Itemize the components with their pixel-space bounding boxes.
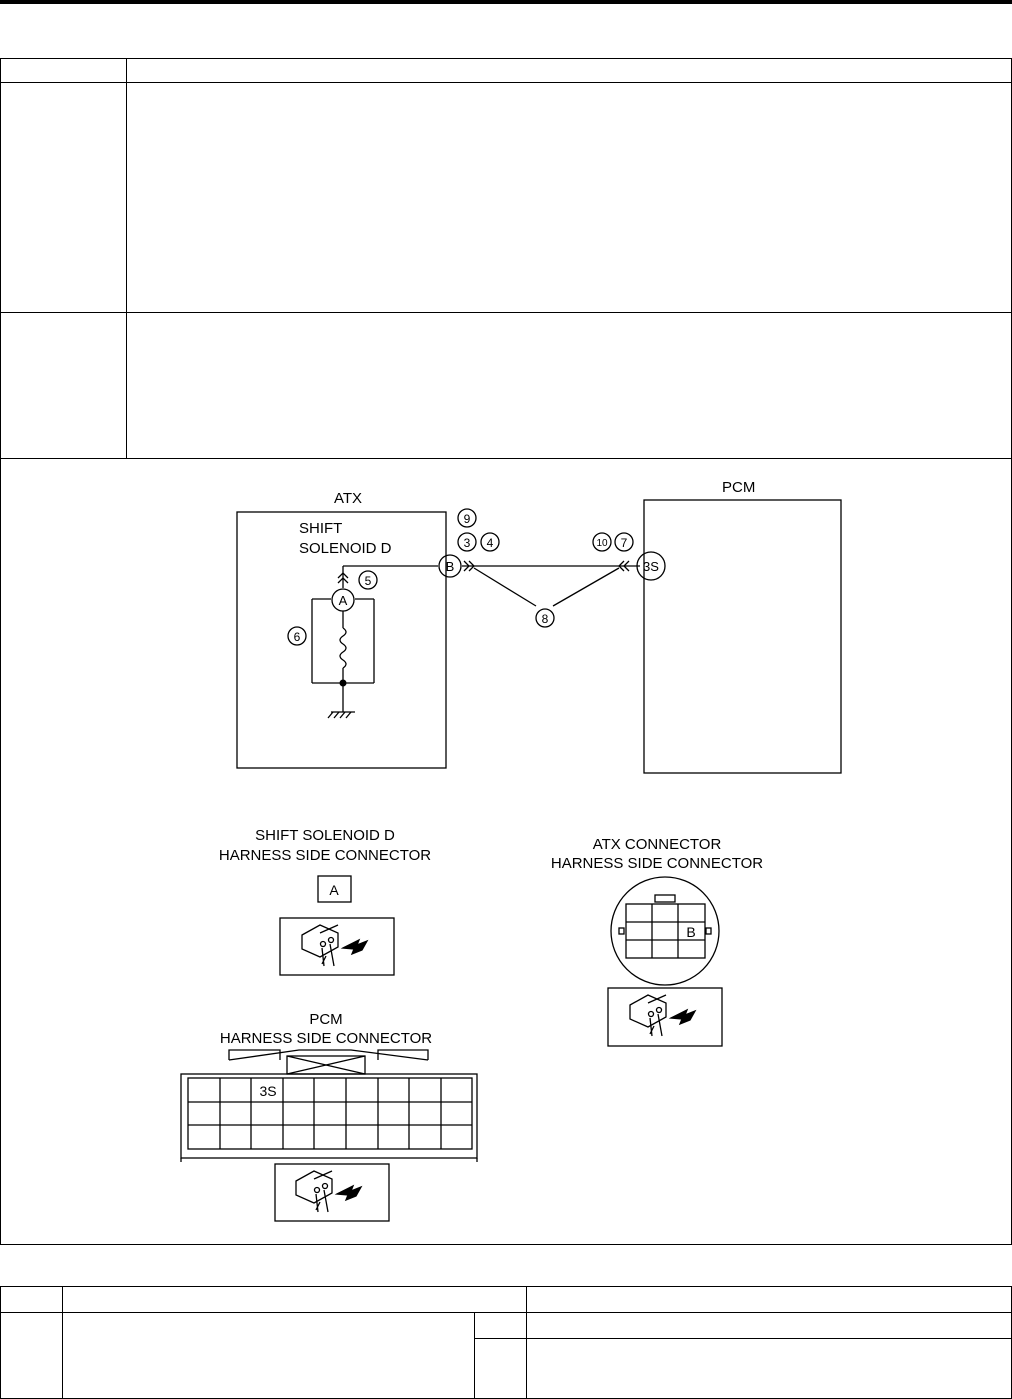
atx-connector-face: [611, 877, 719, 985]
pcm-box: [644, 500, 841, 773]
solenoid-connector-title-line1: SHIFT SOLENOID D: [255, 827, 395, 844]
callout-8: 8: [541, 612, 549, 626]
terminal-3s-label: 3S: [643, 559, 659, 574]
atx-label: ATX: [334, 490, 363, 507]
shift-solenoid-label-line2: SOLENOID D: [299, 540, 392, 557]
terminal-a-label: A: [338, 593, 348, 608]
pcm-connector-face: [181, 1050, 477, 1162]
pcm-label: PCM: [722, 479, 756, 496]
callout-6: 6: [293, 630, 301, 644]
solenoid-connector-title-line2: HARNESS SIDE CONNECTOR: [218, 847, 432, 864]
atx-connector-view-icon: [608, 988, 722, 1046]
pcm-connector-title-line2: HARNESS SIDE CONNECTOR: [219, 1030, 433, 1047]
callout-3: 3: [463, 536, 471, 550]
callout-9: 9: [463, 512, 471, 526]
callout-5: 5: [364, 574, 372, 588]
callout-10: 10: [596, 538, 608, 549]
callout-7: 7: [620, 536, 628, 550]
shift-solenoid-label-line1: SHIFT: [299, 520, 343, 537]
atx-connector-title-line2: HARNESS SIDE CONNECTOR: [550, 855, 764, 872]
pcm-connector-view-icon: [275, 1164, 389, 1221]
terminal-b-label: B: [445, 559, 455, 574]
solenoid-connector-pin: A: [329, 882, 339, 898]
atx-connector-title-line1: ATX CONNECTOR: [592, 836, 722, 853]
solenoid-connector-view-icon: [280, 918, 394, 975]
pcm-connector-title-line1: PCM: [309, 1011, 343, 1028]
pcm-connector-pin: 3S: [259, 1083, 277, 1099]
callout-4: 4: [486, 536, 494, 550]
atx-connector-pin: B: [686, 924, 696, 940]
